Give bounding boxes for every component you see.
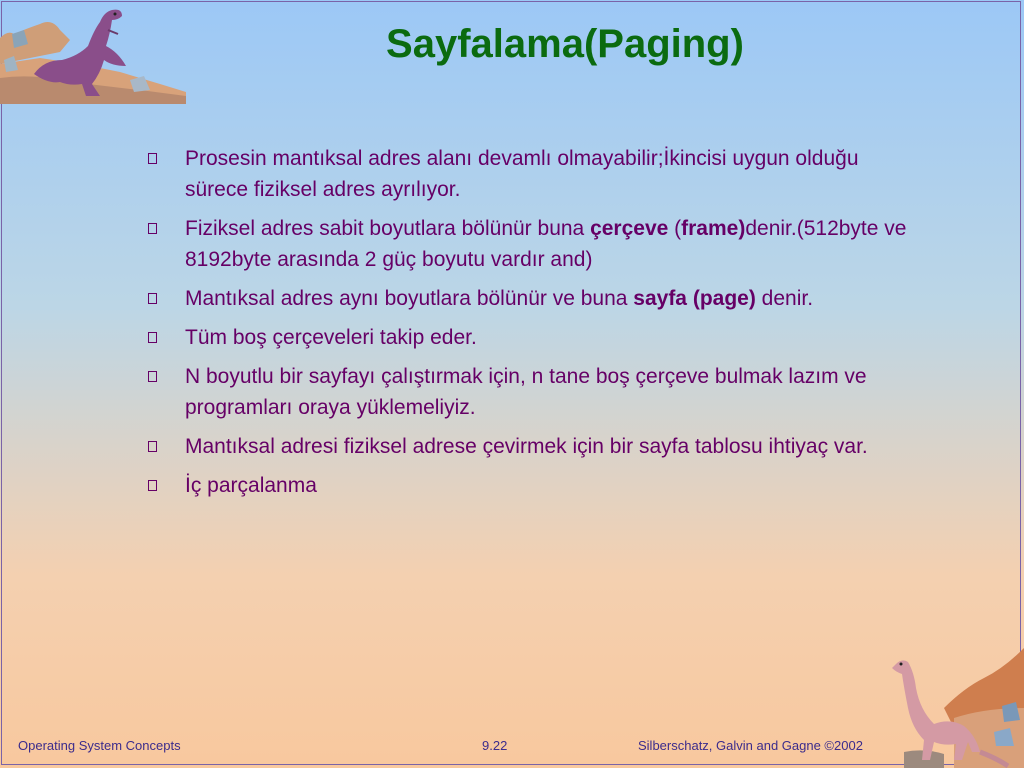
bullet-text: Mantıksal adres aynı boyutlara bölünür ve buna	[185, 287, 634, 310]
bullet-square-icon	[148, 153, 157, 164]
bullet-square-icon	[148, 332, 157, 343]
bullet-square-icon	[148, 441, 157, 452]
bullet-item	[148, 213, 908, 275]
dinosaur-illustration-bottom-right	[884, 648, 1024, 768]
bullet-text: N boyutlu bir sayfayı çalıştırmak için, n tane boş çerçeve bulmak lazım ve programları oraya yüklemeliyiz.	[185, 365, 867, 419]
bullet-text: Prosesin mantıksal adres alanı devamlı olmayabilir;İkincisi uygun olduğu sürece fiziksel adres ayrılıyor.	[185, 147, 859, 201]
bullet-item	[148, 143, 908, 205]
bullet-list	[148, 143, 908, 509]
bullet-text: denir.	[755, 287, 814, 310]
bullet-text: Fiziksel adres sabit boyutlara bölünür buna	[185, 217, 591, 240]
bullet-emphasis: sayfa (page)	[633, 287, 756, 310]
bullet-square-icon	[148, 371, 157, 382]
bullet-emphasis: frame)	[681, 217, 746, 240]
bullet-item	[148, 431, 908, 462]
bullet-square-icon	[148, 223, 157, 234]
bullet-text: denir.(512byte ve 8192byte arasında 2 güç boyutu vardır and)	[185, 217, 907, 271]
bullet-text: Tüm boş çerçeveleri takip eder.	[185, 326, 477, 349]
bullet-text: (	[668, 217, 682, 240]
bullet-square-icon	[148, 293, 157, 304]
dinosaur-illustration-top-left	[0, 0, 186, 104]
bullet-square-icon	[148, 480, 157, 491]
bullet-text: İç parçalanma	[185, 474, 317, 497]
bullet-item	[148, 322, 908, 353]
footer-left: Operating System Concepts	[18, 738, 181, 753]
slide-title: Sayfalama(Paging)	[386, 22, 744, 66]
bullet-text: Mantıksal adresi fiziksel adrese çevirmek için bir sayfa tablosu ihtiyaç var.	[185, 435, 868, 458]
bullet-item	[148, 470, 908, 501]
bullet-emphasis: çerçeve	[590, 217, 669, 240]
bullet-item	[148, 283, 908, 314]
footer-right: Silberschatz, Galvin and Gagne ©2002	[638, 738, 863, 753]
bullet-item	[148, 361, 908, 423]
footer-page-number: 9.22	[482, 738, 508, 753]
